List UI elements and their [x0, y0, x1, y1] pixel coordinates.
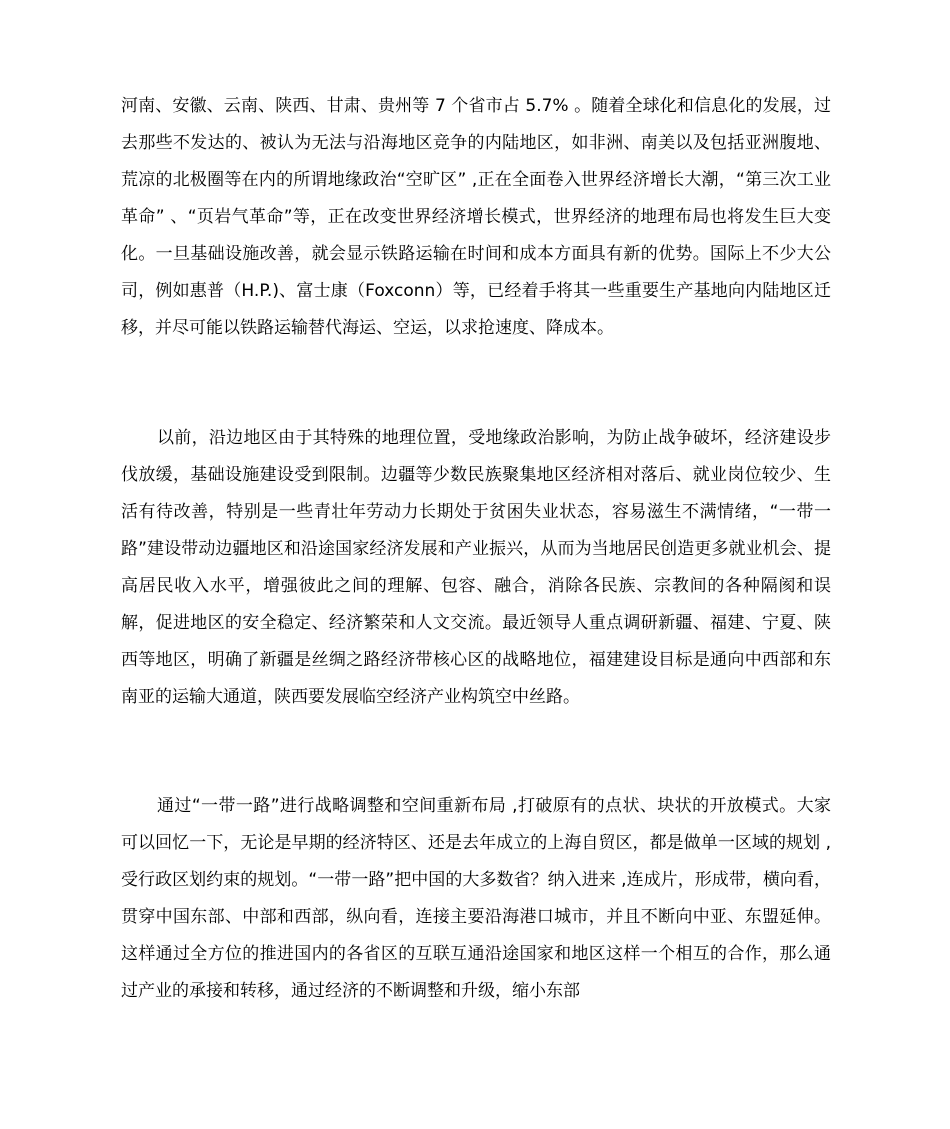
paragraph-1: 河南、安徽、云南、陕西、甘肃、贵州等 7 个省市占 5.7% 。随着全球化和信息化的发展，过去那些不发达的、被认为无法与沿海地区竞争的内陆地区，如非洲、南美以及包括亚洲腹地、荒凉的北极圈等在内的所谓地缘政治“空旷区” ,正在全面卷入世界经济增长大潮，“第三次工业革命” 、“页岩气革命”等，正在改变世界经济增长模式，世界经济的地理布局也将发生巨大变化。一旦基础设施改善，就会显示铁路运输在时间和成本方面具有新的优势。国际上不少大公司，例如惠普（H.P.)、富士康（Foxconn）等，已经着手将其一些重要生产基地向内陆地区迁移，并尽可能以铁路运输替代海运、空运，以求抢速度、降成本。 [121, 96, 831, 338]
paragraph-2: 以前，沿边地区由于其特殊的地理位置，受地缘政治影响，为防止战争破坏，经济建设步伐放缓，基础设施建设受到限制。边疆等少数民族聚集地区经济相对落后、就业岗位较少、生活有待改善，特别是一些青壮年劳动力长期处于贫困失业状态，容易滋生不满情绪，“一带一路”建设带动边疆地区和沿途国家经济发展和产业振兴，从而为当地居民创造更多就业机会、提高居民收入水平，增强彼此之间的理解、包容、融合，消除各民族、宗教间的各种隔阂和误解，促进地区的安全稳定、经济繁荣和人文交流。最近领导人重点调研新疆、福建、宁夏、陕西等地区，明确了新疆是丝绸之路经济带核心区的战略地位，福建建设目标是通向中西部和东南亚的运输大通道，陕西要发展临空经济产业构筑空中丝路。 [121, 428, 831, 707]
paragraph-3: 通过“一带一路”进行战略调整和空间重新布局 ,打破原有的点状、块状的开放模式。大家可以回忆一下，无论是早期的经济特区、还是去年成立的上海自贸区，都是做单一区域的规划 ,受行政区划约束的规划。“一带一路”把中国的大多数省？纳入进来 ,连成片，形成带，横向看，贯穿中国东部、中部和西部，纵向看，连接主要沿海港口城市，并且不断向中亚、东盟延伸。这样通过全方位的推进国内的各省区的互联互通沿途国家和地区这样一个相互的合作，那么通过产业的承接和转移，通过经济的不断调整和升级，缩小东部 [121, 796, 831, 1001]
